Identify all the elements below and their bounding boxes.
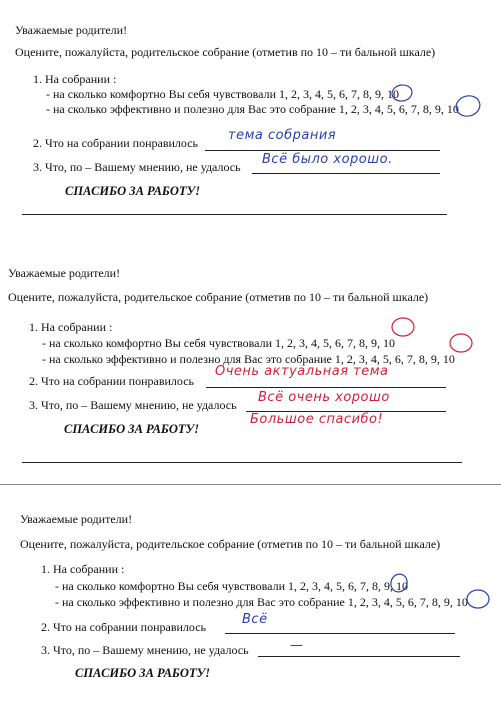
question-1b: - на сколько эффективно и полезно для Вас это собрание 1, 2, 3, 4, 5, 6, 7, 8, 9, 10 — [46, 102, 459, 116]
question-1b: - на сколько эффективно и полезно для Вас это собрание 1, 2, 3, 4, 5, 6, 7, 8, 9, 10 — [42, 352, 455, 366]
handwritten-answer-q2: Всё — [242, 612, 268, 627]
score-circle — [388, 572, 409, 594]
handwritten-answer-q3: — — [290, 638, 304, 653]
question-2: 2. Что на собрании понравилось — [33, 136, 198, 150]
question-1a: - на сколько комфортно Вы себя чувствовали 1, 2, 3, 4, 5, 6, 7, 8, 9, 10 — [55, 579, 409, 593]
score-circle — [454, 93, 482, 119]
question-3: 3. Что, по – Вашему мнению, не удалось — [33, 160, 241, 174]
thanks-text: СПАСИБО ЗА РАБОТУ! — [75, 666, 211, 680]
form-heading: Уважаемые родители! — [8, 266, 121, 280]
handwritten-answer-q3-line2: Большое спасибо! — [250, 412, 384, 427]
question-2: 2. Что на собрании понравилось — [29, 374, 194, 388]
question-1a: - на сколько комфортно Вы себя чувствовали 1, 2, 3, 4, 5, 6, 7, 8, 9, 10 — [42, 336, 396, 350]
question-1b: - на сколько эффективно и полезно для Вас это собрание 1, 2, 3, 4, 5, 6, 7, 8, 9, 10 — [55, 595, 468, 609]
score-circle — [391, 83, 413, 102]
question-1-label: 1. На собрании : — [29, 320, 113, 334]
form-instruction: Оцените, пожалуйста, родительское собрание (отметив по 10 – ти бальной шкале) — [8, 290, 429, 304]
score-circle — [392, 318, 414, 336]
question-2: 2. Что на собрании понравилось — [41, 620, 206, 634]
handwritten-answer-q2: Очень актуальная тема — [215, 364, 389, 379]
thanks-text: СПАСИБО ЗА РАБОТУ! — [65, 184, 201, 198]
form-instruction: Оцените, пожалуйста, родительское собрание (отметив по 10 – ти бальной шкале) — [20, 537, 441, 551]
form-heading: Уважаемые родители! — [15, 23, 128, 37]
thanks-text: СПАСИБО ЗА РАБОТУ! — [64, 422, 200, 436]
form-heading: Уважаемые родители! — [20, 512, 133, 526]
question-1-label: 1. На собрании : — [41, 562, 125, 576]
question-3: 3. Что, по – Вашему мнению, не удалось — [29, 398, 237, 412]
handwritten-answer-q2: тема собрания — [228, 128, 337, 143]
score-circle — [450, 334, 472, 352]
handwritten-answer-q3: Всё очень хорошо — [258, 390, 390, 405]
question-1-label: 1. На собрании : — [33, 72, 117, 86]
form-instruction: Оцените, пожалуйста, родительское собрание (отметив по 10 – ти бальной шкале) — [15, 45, 436, 59]
handwritten-answer-q3: Всё было хорошо. — [262, 152, 393, 167]
question-3: 3. Что, по – Вашему мнению, не удалось — [41, 643, 249, 657]
question-1a: - на сколько комфортно Вы себя чувствовали 1, 2, 3, 4, 5, 6, 7, 8, 9, 10 — [46, 87, 400, 101]
score-circle — [467, 590, 489, 608]
